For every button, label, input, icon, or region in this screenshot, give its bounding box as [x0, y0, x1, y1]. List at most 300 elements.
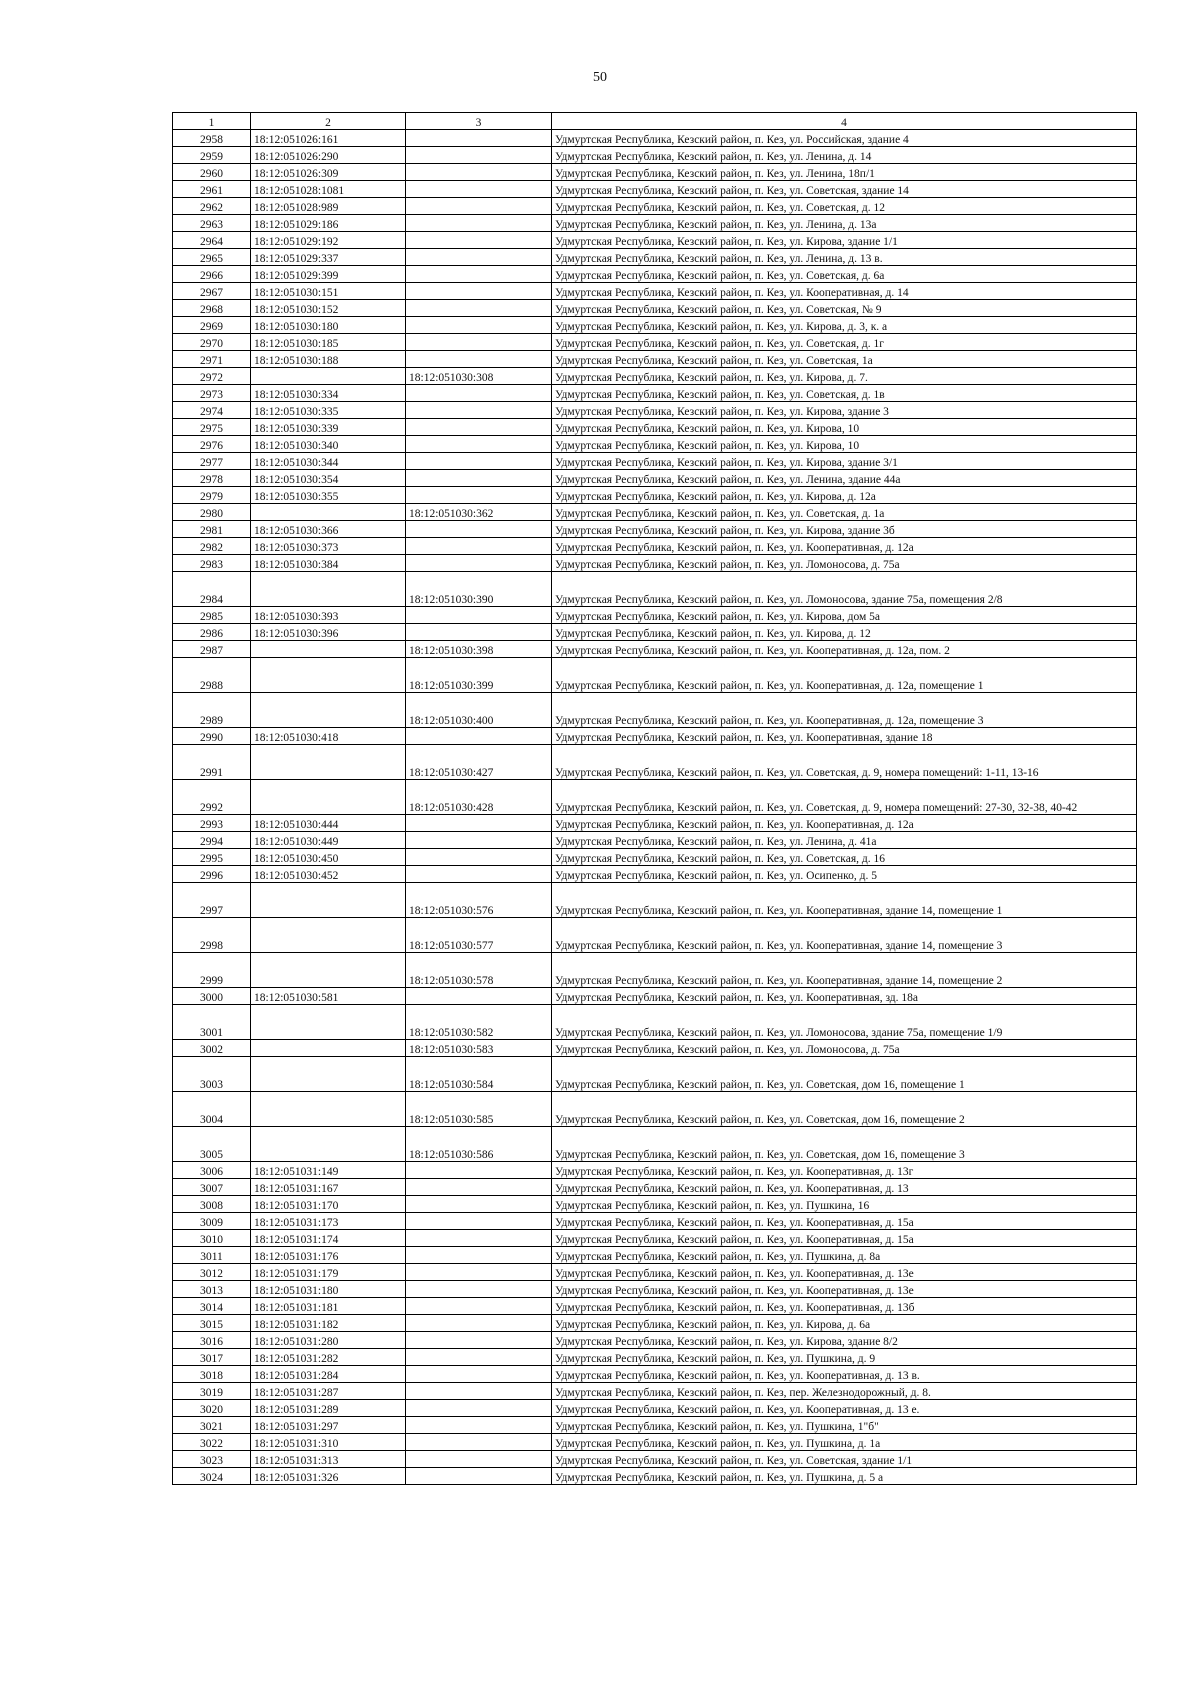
cadastral-number-col2: 18:12:051031:287 — [251, 1383, 406, 1400]
table-row — [173, 1092, 1137, 1127]
cadastral-number-col2 — [251, 572, 406, 607]
cadastral-number-col3 — [406, 1196, 552, 1213]
cadastral-number-col3 — [406, 283, 552, 300]
cadastral-number-col2: 18:12:051030:335 — [251, 402, 406, 419]
row-number: 2991 — [173, 745, 251, 780]
cadastral-number-col3 — [406, 1434, 552, 1451]
address-cell: Удмуртская Республика, Кезский район, п. Кез, ул. Советская, здание 1/1 — [552, 1451, 1137, 1468]
table-row — [173, 728, 1137, 745]
row-number: 3001 — [173, 1005, 251, 1040]
column-header: 4 — [552, 113, 1137, 130]
address-cell: Удмуртская Республика, Кезский район, п. Кез, ул. Пушкина, д. 5 а — [552, 1468, 1137, 1485]
table-row — [173, 1127, 1137, 1162]
cadastral-number-col2 — [251, 368, 406, 385]
address-cell: Удмуртская Республика, Кезский район, п. Кез, ул. Кирова, дом 5а — [552, 607, 1137, 624]
table-row — [173, 317, 1137, 334]
cadastral-number-col2 — [251, 953, 406, 988]
table-row — [173, 624, 1137, 641]
cadastral-number-col2 — [251, 745, 406, 780]
table-row — [173, 470, 1137, 487]
cadastral-number-col3 — [406, 419, 552, 436]
cadastral-number-col2: 18:12:051030:449 — [251, 832, 406, 849]
table-row — [173, 385, 1137, 402]
row-number: 3018 — [173, 1366, 251, 1383]
address-cell: Удмуртская Республика, Кезский район, п. Кез, ул. Кирова, здание 3б — [552, 521, 1137, 538]
cadastral-number-col2 — [251, 658, 406, 693]
address-cell: Удмуртская Республика, Кезский район, п. Кез, ул. Кооперативная, д. 12а, пом. 2 — [552, 641, 1137, 658]
address-cell: Удмуртская Республика, Кезский район, п. Кез, ул. Советская, д. 1а — [552, 504, 1137, 521]
row-number: 2992 — [173, 780, 251, 815]
row-number: 2961 — [173, 181, 251, 198]
row-number: 2964 — [173, 232, 251, 249]
cadastral-number-col3 — [406, 832, 552, 849]
cadastral-number-col2: 18:12:051031:173 — [251, 1213, 406, 1230]
row-number: 2997 — [173, 883, 251, 918]
table-row — [173, 953, 1137, 988]
row-number: 3011 — [173, 1247, 251, 1264]
table-row — [173, 745, 1137, 780]
table-row — [173, 849, 1137, 866]
cadastral-number-col3: 18:12:051030:400 — [406, 693, 552, 728]
cadastral-number-col2 — [251, 780, 406, 815]
address-cell: Удмуртская Республика, Кезский район, п. Кез, ул. Кооперативная, д. 13 в. — [552, 1366, 1137, 1383]
cadastral-number-col3 — [406, 1162, 552, 1179]
cadastral-number-col3 — [406, 538, 552, 555]
row-number: 3007 — [173, 1179, 251, 1196]
address-cell: Удмуртская Республика, Кезский район, п. Кез, ул. Осипенко, д. 5 — [552, 866, 1137, 883]
cadastral-number-col3 — [406, 317, 552, 334]
row-number: 2977 — [173, 453, 251, 470]
cadastral-number-col2: 18:12:051031:176 — [251, 1247, 406, 1264]
row-number: 3000 — [173, 988, 251, 1005]
cadastral-number-col2: 18:12:051030:339 — [251, 419, 406, 436]
row-number: 2982 — [173, 538, 251, 555]
address-cell: Удмуртская Республика, Кезский район, п. Кез, ул. Советская, д. 9, номера помещений: 1-11, 13-16 — [552, 745, 1137, 780]
address-cell: Удмуртская Республика, Кезский район, п. Кез, ул. Кооперативная, зд. 18а — [552, 988, 1137, 1005]
address-cell: Удмуртская Республика, Кезский район, п. Кез, ул. Кооперативная, здание 14, помещение 1 — [552, 883, 1137, 918]
cadastral-number-col2 — [251, 1040, 406, 1057]
table-row — [173, 266, 1137, 283]
table-row — [173, 487, 1137, 504]
table-row — [173, 283, 1137, 300]
cadastral-number-col2 — [251, 883, 406, 918]
column-header: 3 — [406, 113, 552, 130]
cadastral-number-col3 — [406, 866, 552, 883]
cadastral-number-col3 — [406, 385, 552, 402]
row-number: 2965 — [173, 249, 251, 266]
address-cell: Удмуртская Республика, Кезский район, п. Кез, ул. Кирова, здание 3/1 — [552, 453, 1137, 470]
cadastral-number-col3 — [406, 215, 552, 232]
cadastral-number-col3 — [406, 198, 552, 215]
address-cell: Удмуртская Республика, Кезский район, п. Кез, ул. Советская, дом 16, помещение 3 — [552, 1127, 1137, 1162]
cadastral-number-col3 — [406, 1230, 552, 1247]
cadastral-number-col3: 18:12:051030:390 — [406, 572, 552, 607]
cadastral-number-col2: 18:12:051031:284 — [251, 1366, 406, 1383]
cadastral-number-col3 — [406, 1366, 552, 1383]
table-row — [173, 1005, 1137, 1040]
cadastral-number-col3: 18:12:051030:428 — [406, 780, 552, 815]
table-row — [173, 130, 1137, 147]
row-number: 3020 — [173, 1400, 251, 1417]
table-row — [173, 1298, 1137, 1315]
row-number: 3015 — [173, 1315, 251, 1332]
cadastral-number-col3 — [406, 988, 552, 1005]
cadastral-number-col3 — [406, 521, 552, 538]
row-number: 2974 — [173, 402, 251, 419]
table-row — [173, 1264, 1137, 1281]
address-cell: Удмуртская Республика, Кезский район, п. Кез, ул. Кооперативная, здание 14, помещение 2 — [552, 953, 1137, 988]
address-cell: Удмуртская Республика, Кезский район, п. Кез, ул. Российская, здание 4 — [552, 130, 1137, 147]
row-number: 3009 — [173, 1213, 251, 1230]
cadastral-number-col3 — [406, 1281, 552, 1298]
address-cell: Удмуртская Республика, Кезский район, п. Кез, ул. Кирова, д. 6а — [552, 1315, 1137, 1332]
cadastral-number-col3 — [406, 351, 552, 368]
cadastral-number-col2: 18:12:051030:450 — [251, 849, 406, 866]
cadastral-number-col3: 18:12:051030:399 — [406, 658, 552, 693]
address-cell: Удмуртская Республика, Кезский район, п. Кез, ул. Советская, 1а — [552, 351, 1137, 368]
row-number: 2985 — [173, 607, 251, 624]
cadastral-number-col3 — [406, 453, 552, 470]
address-cell: Удмуртская Республика, Кезский район, п. Кез, ул. Пушкина, 1"б" — [552, 1417, 1137, 1434]
cadastral-number-col2: 18:12:051030:340 — [251, 436, 406, 453]
cadastral-number-col2: 18:12:051031:179 — [251, 1264, 406, 1281]
row-number: 2973 — [173, 385, 251, 402]
page-number: 50 — [593, 70, 607, 85]
address-cell: Удмуртская Республика, Кезский район, п. Кез, ул. Пушкина, д. 1а — [552, 1434, 1137, 1451]
address-cell: Удмуртская Республика, Кезский район, п. Кез, ул. Советская, здание 14 — [552, 181, 1137, 198]
row-number: 2993 — [173, 815, 251, 832]
address-cell: Удмуртская Республика, Кезский район, п. Кез, ул. Советская, д. 16 — [552, 849, 1137, 866]
cadastral-number-col3: 18:12:051030:398 — [406, 641, 552, 658]
header-row — [173, 113, 1137, 130]
address-cell: Удмуртская Республика, Кезский район, п. Кез, ул. Ленина, д. 41а — [552, 832, 1137, 849]
address-cell: Удмуртская Республика, Кезский район, п. Кез, ул. Советская, дом 16, помещение 2 — [552, 1092, 1137, 1127]
cadastral-number-col3: 18:12:051030:577 — [406, 918, 552, 953]
address-cell: Удмуртская Республика, Кезский район, п. Кез, ул. Кооперативная, д. 13 е. — [552, 1400, 1137, 1417]
table-row — [173, 1434, 1137, 1451]
cadastral-number-col3: 18:12:051030:586 — [406, 1127, 552, 1162]
row-number: 2978 — [173, 470, 251, 487]
row-number: 3016 — [173, 1332, 251, 1349]
cadastral-number-col3 — [406, 1298, 552, 1315]
cadastral-number-col3 — [406, 1332, 552, 1349]
address-cell: Удмуртская Республика, Кезский район, п. Кез, ул. Ломоносова, д. 75а — [552, 555, 1137, 572]
cadastral-number-col2: 18:12:051028:989 — [251, 198, 406, 215]
table-row — [173, 641, 1137, 658]
cadastral-number-col3 — [406, 607, 552, 624]
cadastral-number-col2 — [251, 504, 406, 521]
row-number: 2968 — [173, 300, 251, 317]
table-row — [173, 1332, 1137, 1349]
cadastral-number-col3 — [406, 130, 552, 147]
table-row — [173, 300, 1137, 317]
cadastral-number-col2: 18:12:051031:167 — [251, 1179, 406, 1196]
row-number: 2962 — [173, 198, 251, 215]
row-number: 2990 — [173, 728, 251, 745]
table-row — [173, 198, 1137, 215]
cadastral-number-col3 — [406, 1264, 552, 1281]
cadastral-number-col3 — [406, 849, 552, 866]
address-cell: Удмуртская Республика, Кезский район, п. Кез, ул. Кооперативная, д. 12а, помещение 1 — [552, 658, 1137, 693]
cadastral-number-col3 — [406, 232, 552, 249]
table-row — [173, 538, 1137, 555]
address-cell: Удмуртская Республика, Кезский район, п. Кез, ул. Кирова, д. 3, к. а — [552, 317, 1137, 334]
row-number: 2971 — [173, 351, 251, 368]
cadastral-number-col2: 18:12:051030:355 — [251, 487, 406, 504]
table-row — [173, 147, 1137, 164]
table-row — [173, 1179, 1137, 1196]
table-row — [173, 918, 1137, 953]
row-number: 2975 — [173, 419, 251, 436]
table-row — [173, 402, 1137, 419]
address-cell: Удмуртская Республика, Кезский район, п. Кез, ул. Кирова, д. 12 — [552, 624, 1137, 641]
address-cell: Удмуртская Республика, Кезский район, п. Кез, ул. Пушкина, д. 9 — [552, 1349, 1137, 1366]
cadastral-number-col3: 18:12:051030:582 — [406, 1005, 552, 1040]
table-row — [173, 1383, 1137, 1400]
table-row — [173, 1417, 1137, 1434]
table-row — [173, 693, 1137, 728]
cadastral-number-col2: 18:12:051031:182 — [251, 1315, 406, 1332]
address-cell: Удмуртская Республика, Кезский район, п. Кез, ул. Кооперативная, д. 14 — [552, 283, 1137, 300]
address-cell: Удмуртская Республика, Кезский район, п. Кез, ул. Кооперативная, д. 13г — [552, 1162, 1137, 1179]
row-number: 2966 — [173, 266, 251, 283]
table-row — [173, 521, 1137, 538]
cadastral-number-col3 — [406, 1179, 552, 1196]
table-row — [173, 607, 1137, 624]
cadastral-number-col2: 18:12:051031:289 — [251, 1400, 406, 1417]
cadastral-number-col2: 18:12:051031:149 — [251, 1162, 406, 1179]
cadastral-number-col2: 18:12:051029:186 — [251, 215, 406, 232]
row-number: 2983 — [173, 555, 251, 572]
table-row — [173, 1281, 1137, 1298]
table-row — [173, 1247, 1137, 1264]
address-cell: Удмуртская Республика, Кезский район, п. Кез, ул. Кирова, здание 3 — [552, 402, 1137, 419]
cadastral-number-col3 — [406, 402, 552, 419]
table-row — [173, 815, 1137, 832]
column-header: 1 — [173, 113, 251, 130]
cadastral-number-col3 — [406, 1468, 552, 1485]
cadastral-number-col2: 18:12:051030:396 — [251, 624, 406, 641]
table-row — [173, 988, 1137, 1005]
cadastral-number-col2: 18:12:051026:309 — [251, 164, 406, 181]
table-row — [173, 883, 1137, 918]
table-row — [173, 351, 1137, 368]
cadastral-number-col3 — [406, 1247, 552, 1264]
cadastral-number-col2: 18:12:051031:170 — [251, 1196, 406, 1213]
cadastral-number-col2 — [251, 1092, 406, 1127]
row-number: 3022 — [173, 1434, 251, 1451]
table-row — [173, 419, 1137, 436]
cadastral-number-col3 — [406, 624, 552, 641]
table-row — [173, 232, 1137, 249]
cadastral-number-col2: 18:12:051030:188 — [251, 351, 406, 368]
row-number: 2980 — [173, 504, 251, 521]
row-number: 3008 — [173, 1196, 251, 1213]
row-number: 3024 — [173, 1468, 251, 1485]
table-row — [173, 1057, 1137, 1092]
table-row — [173, 1400, 1137, 1417]
row-number: 2984 — [173, 572, 251, 607]
row-number: 2958 — [173, 130, 251, 147]
address-cell: Удмуртская Республика, Кезский район, п. Кез, ул. Кирова, д. 7. — [552, 368, 1137, 385]
cadastral-number-col3 — [406, 815, 552, 832]
cadastral-number-col2: 18:12:051031:297 — [251, 1417, 406, 1434]
address-cell: Удмуртская Республика, Кезский район, п. Кез, ул. Кооперативная, д. 13е — [552, 1281, 1137, 1298]
address-cell: Удмуртская Республика, Кезский район, п. Кез, ул. Кооперативная, д. 15а — [552, 1213, 1137, 1230]
row-number: 2988 — [173, 658, 251, 693]
cadastral-number-col3 — [406, 334, 552, 351]
address-cell: Удмуртская Республика, Кезский район, п. Кез, ул. Кооперативная, д. 13е — [552, 1264, 1137, 1281]
address-cell: Удмуртская Республика, Кезский район, п. Кез, ул. Кооперативная, д. 12а, помещение 3 — [552, 693, 1137, 728]
address-cell: Удмуртская Республика, Кезский район, п. Кез, ул. Кирова, 10 — [552, 436, 1137, 453]
row-number: 3004 — [173, 1092, 251, 1127]
cadastral-number-col3 — [406, 147, 552, 164]
address-cell: Удмуртская Республика, Кезский район, п. Кез, ул. Ломоносова, здание 75а, помещения 2/8 — [552, 572, 1137, 607]
row-number: 2995 — [173, 849, 251, 866]
cadastral-number-col2: 18:12:051030:581 — [251, 988, 406, 1005]
row-number: 2986 — [173, 624, 251, 641]
address-cell: Удмуртская Республика, Кезский район, п. Кез, ул. Ломоносова, здание 75а, помещение 1/9 — [552, 1005, 1137, 1040]
address-cell: Удмуртская Республика, Кезский район, п. Кез, ул. Ленина, 18п/1 — [552, 164, 1137, 181]
cadastral-number-col2: 18:12:051031:282 — [251, 1349, 406, 1366]
row-number: 3023 — [173, 1451, 251, 1468]
row-number: 2963 — [173, 215, 251, 232]
table-row — [173, 215, 1137, 232]
cadastral-number-col2: 18:12:051030:354 — [251, 470, 406, 487]
registry-table — [172, 112, 1137, 1485]
row-number: 3021 — [173, 1417, 251, 1434]
cadastral-number-col2 — [251, 1057, 406, 1092]
cadastral-number-col2: 18:12:051026:161 — [251, 130, 406, 147]
row-number: 2976 — [173, 436, 251, 453]
address-cell: Удмуртская Республика, Кезский район, п. Кез, ул. Кирова, здание 1/1 — [552, 232, 1137, 249]
cadastral-number-col2: 18:12:051030:393 — [251, 607, 406, 624]
table-row — [173, 1315, 1137, 1332]
row-number: 2999 — [173, 953, 251, 988]
row-number: 2987 — [173, 641, 251, 658]
address-cell: Удмуртская Республика, Кезский район, п. Кез, ул. Советская, д. 6а — [552, 266, 1137, 283]
cadastral-number-col2: 18:12:051029:192 — [251, 232, 406, 249]
row-number: 3012 — [173, 1264, 251, 1281]
table-row — [173, 334, 1137, 351]
cadastral-number-col3 — [406, 266, 552, 283]
cadastral-number-col2: 18:12:051031:174 — [251, 1230, 406, 1247]
cadastral-number-col3 — [406, 1383, 552, 1400]
cadastral-number-col3 — [406, 1451, 552, 1468]
address-cell: Удмуртская Республика, Кезский район, п. Кез, ул. Ленина, д. 13а — [552, 215, 1137, 232]
address-cell: Удмуртская Республика, Кезский район, п. Кез, ул. Кооперативная, д. 13 — [552, 1179, 1137, 1196]
cadastral-number-col3: 18:12:051030:576 — [406, 883, 552, 918]
address-cell: Удмуртская Республика, Кезский район, п. Кез, ул. Советская, № 9 — [552, 300, 1137, 317]
cadastral-number-col3 — [406, 487, 552, 504]
address-cell: Удмуртская Республика, Кезский район, п. Кез, ул. Кооперативная, д. 13б — [552, 1298, 1137, 1315]
cadastral-number-col2: 18:12:051030:152 — [251, 300, 406, 317]
table-row — [173, 1349, 1137, 1366]
address-cell: Удмуртская Республика, Кезский район, п. Кез, ул. Кооперативная, здание 14, помещение 3 — [552, 918, 1137, 953]
cadastral-number-col3: 18:12:051030:578 — [406, 953, 552, 988]
row-number: 3013 — [173, 1281, 251, 1298]
cadastral-number-col3 — [406, 1315, 552, 1332]
address-cell: Удмуртская Республика, Кезский район, п. Кез, ул. Советская, д. 9, номера помещений: 27-30, 32-38, 40-42 — [552, 780, 1137, 815]
row-number: 2970 — [173, 334, 251, 351]
row-number: 3017 — [173, 1349, 251, 1366]
row-number: 2994 — [173, 832, 251, 849]
address-cell: Удмуртская Республика, Кезский район, п. Кез, пер. Железнодорожный, д. 8. — [552, 1383, 1137, 1400]
cadastral-number-col3: 18:12:051030:362 — [406, 504, 552, 521]
row-number: 3005 — [173, 1127, 251, 1162]
cadastral-number-col2: 18:12:051031:180 — [251, 1281, 406, 1298]
cadastral-number-col2: 18:12:051031:326 — [251, 1468, 406, 1485]
cadastral-number-col3 — [406, 1417, 552, 1434]
cadastral-number-col2: 18:12:051030:452 — [251, 866, 406, 883]
cadastral-number-col3 — [406, 555, 552, 572]
cadastral-number-col2 — [251, 1005, 406, 1040]
table-row — [173, 1468, 1137, 1485]
address-cell: Удмуртская Республика, Кезский район, п. Кез, ул. Советская, дом 16, помещение 1 — [552, 1057, 1137, 1092]
cadastral-number-col2: 18:12:051030:366 — [251, 521, 406, 538]
cadastral-number-col2 — [251, 1127, 406, 1162]
address-cell: Удмуртская Республика, Кезский район, п. Кез, ул. Кооперативная, здание 18 — [552, 728, 1137, 745]
table-row — [173, 780, 1137, 815]
cadastral-number-col2: 18:12:051030:384 — [251, 555, 406, 572]
cadastral-number-col2 — [251, 918, 406, 953]
row-number: 3010 — [173, 1230, 251, 1247]
table-row — [173, 1040, 1137, 1057]
cadastral-number-col3 — [406, 1400, 552, 1417]
cadastral-number-col2: 18:12:051029:399 — [251, 266, 406, 283]
row-number: 2972 — [173, 368, 251, 385]
column-header: 2 — [251, 113, 406, 130]
address-cell: Удмуртская Республика, Кезский район, п. Кез, ул. Ломоносова, д. 75а — [552, 1040, 1137, 1057]
address-cell: Удмуртская Республика, Кезский район, п. Кез, ул. Кооперативная, д. 12а — [552, 538, 1137, 555]
cadastral-number-col2: 18:12:051029:337 — [251, 249, 406, 266]
address-cell: Удмуртская Республика, Кезский район, п. Кез, ул. Кирова, здание 8/2 — [552, 1332, 1137, 1349]
table-row — [173, 555, 1137, 572]
cadastral-number-col3 — [406, 436, 552, 453]
row-number: 2989 — [173, 693, 251, 728]
cadastral-number-col2: 18:12:051030:444 — [251, 815, 406, 832]
address-cell: Удмуртская Республика, Кезский район, п. Кез, ул. Ленина, д. 14 — [552, 147, 1137, 164]
cadastral-number-col3: 18:12:051030:584 — [406, 1057, 552, 1092]
cadastral-number-col2: 18:12:051031:310 — [251, 1434, 406, 1451]
address-cell: Удмуртская Республика, Кезский район, п. Кез, ул. Кирова, 10 — [552, 419, 1137, 436]
row-number: 3003 — [173, 1057, 251, 1092]
cadastral-number-col3: 18:12:051030:585 — [406, 1092, 552, 1127]
table-row — [173, 181, 1137, 198]
row-number: 3002 — [173, 1040, 251, 1057]
cadastral-number-col3 — [406, 300, 552, 317]
cadastral-number-col3 — [406, 470, 552, 487]
address-cell: Удмуртская Республика, Кезский район, п. Кез, ул. Кооперативная, д. 15а — [552, 1230, 1137, 1247]
table-row — [173, 368, 1137, 385]
address-cell: Удмуртская Республика, Кезский район, п. Кез, ул. Советская, д. 1г — [552, 334, 1137, 351]
cadastral-number-col2: 18:12:051031:280 — [251, 1332, 406, 1349]
cadastral-number-col2: 18:12:051030:180 — [251, 317, 406, 334]
table-row — [173, 164, 1137, 181]
address-cell: Удмуртская Республика, Кезский район, п. Кез, ул. Ленина, здание 44а — [552, 470, 1137, 487]
table-row — [173, 504, 1137, 521]
row-number: 2967 — [173, 283, 251, 300]
address-cell: Удмуртская Республика, Кезский район, п. Кез, ул. Пушкина, 16 — [552, 1196, 1137, 1213]
table-row — [173, 1451, 1137, 1468]
table-row — [173, 1213, 1137, 1230]
row-number: 2998 — [173, 918, 251, 953]
table-row — [173, 1196, 1137, 1213]
row-number: 3019 — [173, 1383, 251, 1400]
row-number: 2969 — [173, 317, 251, 334]
cadastral-number-col3: 18:12:051030:308 — [406, 368, 552, 385]
table-row — [173, 1366, 1137, 1383]
